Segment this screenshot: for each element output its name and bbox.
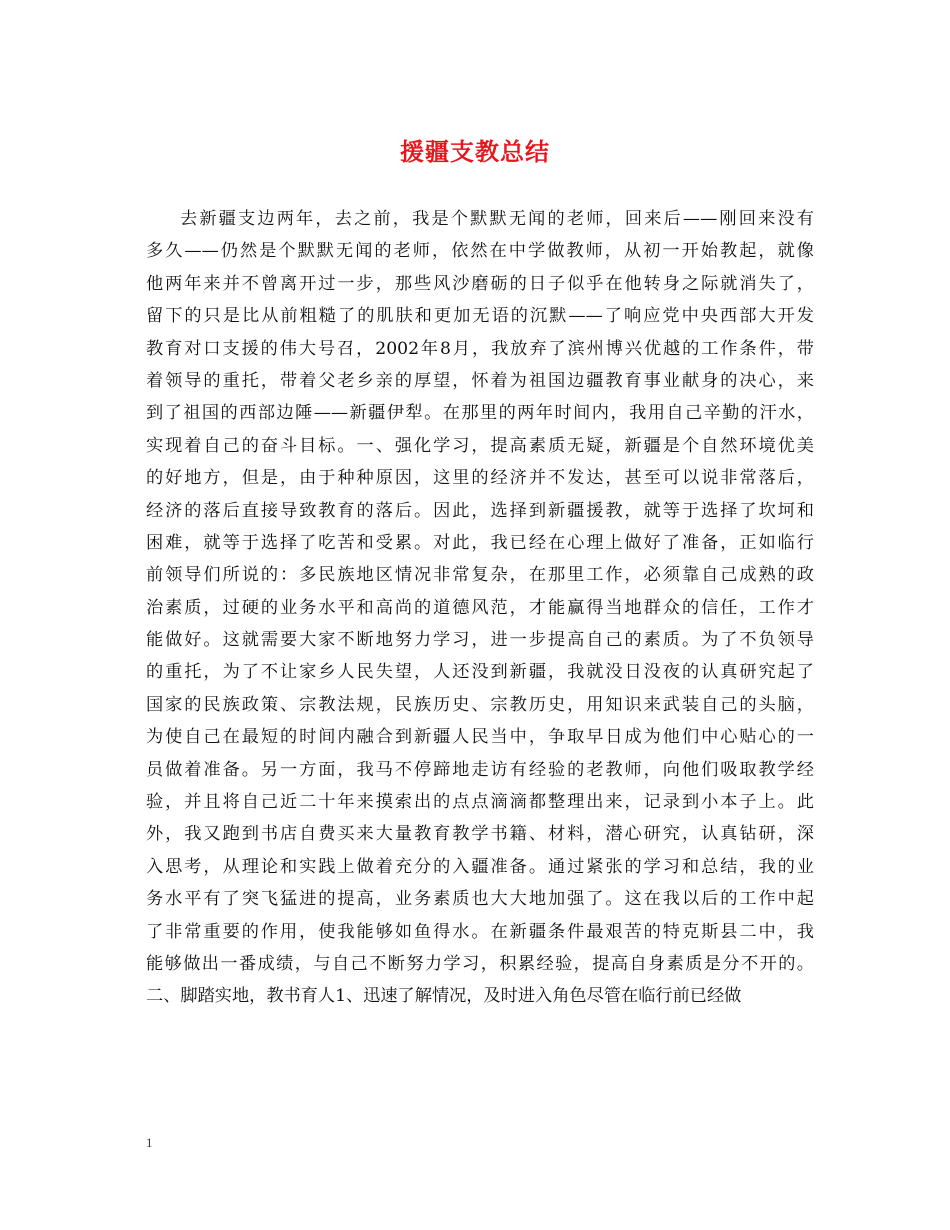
body-line: 去新疆支边两年，去之前，我是个默默无闻的老师，回来后——刚回来没有 [180,209,814,229]
body-line: 前领导们所说的：多民族地区情况非常复杂，在那里工作，必须靠自己成熟的政 [146,565,814,586]
body-line: 二、脚踏实地，教书育人1、迅速了解情况，及时进入角色尽管在临行前已经做 [146,986,742,1007]
body-line: 的重托，为了不让家乡人民失望，人还没到新疆，我就没日没夜的认真研究起了 [146,662,814,683]
body-line: 到了祖国的西部边陲——新疆伊犁。在那里的两年时间内，我用自己辛勤的汗水， [146,403,814,424]
body-line: 国家的民族政策、宗教法规，民族历史、宗教历史，用知识来武装自己的头脑， [146,694,814,715]
body-line: 验，并且将自己近二十年来摸索出的点点滴滴都整理出来，记录到小本子上。此 [146,792,814,813]
body-line: 员做着准备。另一方面，我马不停蹄地走访有经验的老教师，向他们吸取教学经 [146,759,814,780]
body-line: 能够做出一番成绩，与自己不断努力学习，积累经验，提高自身素质是分不开的。 [146,953,814,974]
document-body [146,203,814,1013]
body-line: 经济的落后直接导致教育的落后。因此，选择到新疆援教，就等于选择了坎坷和 [146,500,814,521]
body-line: 入思考，从理论和实践上做着充分的入疆准备。通过紧张的学习和总结，我的业 [146,856,814,877]
body-line: 为使自己在最短的时间内融合到新疆人民当中，争取早日成为他们中心贴心的一 [146,727,814,748]
body-line: 治素质，过硬的业务水平和高尚的道德风范，才能赢得当地群众的信任，工作才 [146,597,814,618]
body-line: 能做好。这就需要大家不断地努力学习，进一步提高自己的素质。为了不负领导 [146,630,814,651]
body-line: 他两年来并不曾离开过一步，那些风沙磨砺的日子似乎在他转身之际就消失了， [146,273,814,294]
document-title: 援疆支教总结 [400,137,550,166]
body-line: 实现着自己的奋斗目标。一、强化学习，提高素质无疑，新疆是个自然环境优美 [146,435,814,456]
body-line: 留下的只是比从前粗糙了的肌肤和更加无语的沉默——了响应党中央西部大开发 [146,306,814,327]
body-line: 务水平有了突飞猛进的提高，业务素质也大大地加强了。这在我以后的工作中起 [146,889,814,910]
body-line: 了非常重要的作用，使我能够如鱼得水。在新疆条件最艰苦的特克斯县二中，我 [146,921,814,942]
page-number: 1 [146,1135,153,1150]
body-line: 多久——仍然是个默默无闻的老师，依然在中学做教师，从初一开始教起，就像 [146,241,814,262]
body-line: 的好地方，但是，由于种种原因，这里的经济并不发达，甚至可以说非常落后， [146,468,814,489]
body-line: 着领导的重托，带着父老乡亲的厚望，怀着为祖国边疆教育事业献身的决心，来 [146,370,814,391]
body-line: 困难，就等于选择了吃苦和受累。对此，我已经在心理上做好了准备，正如临行 [146,532,814,553]
body-line: 外，我又跑到书店自费买来大量教育教学书籍、材料，潜心研究，认真钻研，深 [146,824,814,845]
body-line: 教育对口支援的伟大号召，2002年8月，我放弃了滨州博兴优越的工作条件，带 [146,338,814,359]
